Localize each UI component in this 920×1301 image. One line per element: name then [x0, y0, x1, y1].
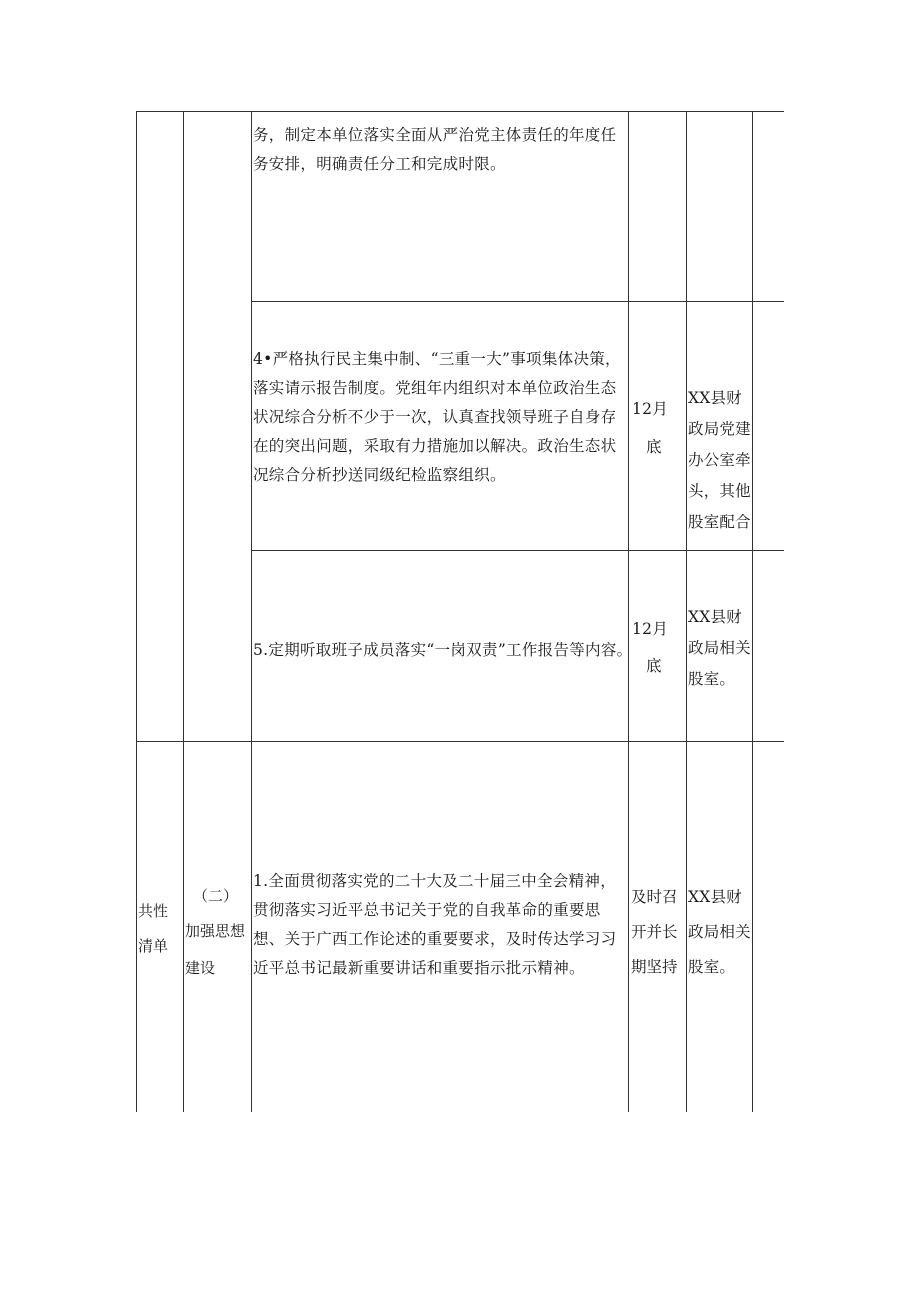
- row-divider-1: [251, 301, 784, 302]
- row4-dept: XX县财政局相关股室。: [688, 888, 751, 976]
- row4-content: 1.全面贯彻落实党的二十大及二十届三中全会精神，贯彻落实习近平总书记关于党的自我革命的重要思想、关于广西工作论述的重要要求，及时传达学习习近平总书记最新重要讲话和重要指示批示精神。: [253, 872, 617, 977]
- row3-content: 5.定期听取班子成员落实“一岗双责”工作报告等内容。: [253, 641, 633, 659]
- col-border-1: [136, 111, 137, 1112]
- subitem-label-line1: （二）: [193, 887, 239, 905]
- category-label-line2: 清单: [138, 937, 169, 955]
- col-border-2: [183, 111, 184, 1112]
- row3-dept: XX县财政局相关股室。: [688, 608, 751, 688]
- row2-deadline-line1: 12月: [632, 400, 669, 418]
- row2-content: 4•严格执行民主集中制、“三重一大”事项集体决策，落实请示报告制度。党组年内组织对本单位政治生态状况综合分析不少于一次，认真查找领导班子自身存在的突出问题，采取有力措施加以解决。政治生态状况综合分析抄送同级纪检监察组织。: [253, 350, 621, 484]
- category-label-line1: 共性: [138, 902, 169, 920]
- row4-deadline: 及时召开并长期坚持: [631, 888, 678, 976]
- row2-dept: XX县财政局党建办公室牵头，其他股室配合: [688, 389, 751, 531]
- col-border-6: [752, 111, 753, 1112]
- row2-deadline-line2: 底: [646, 438, 662, 456]
- row3-deadline-line2: 底: [646, 657, 662, 675]
- col-border-3: [251, 111, 252, 1112]
- subitem-label-line2: 加强思想: [185, 922, 246, 940]
- row-divider-2: [251, 550, 784, 551]
- row1-content: 务，制定本单位落实全面从严治党主体责任的年度任务安排，明确责任分工和完成时限。: [253, 126, 617, 173]
- row3-deadline-line1: 12月: [632, 620, 669, 638]
- subitem-label-line3: 建设: [185, 959, 216, 977]
